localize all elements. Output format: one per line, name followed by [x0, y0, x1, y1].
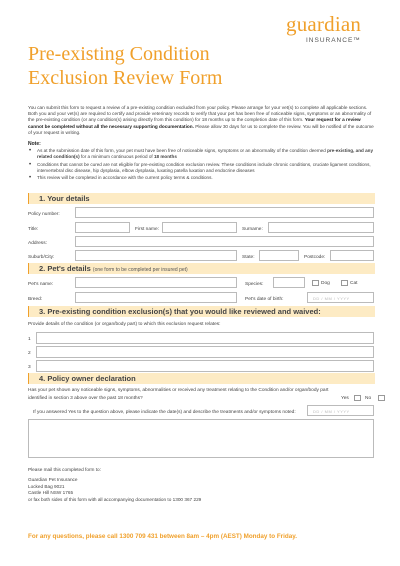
notes-list — [28, 148, 374, 183]
section-2-header — [28, 263, 375, 274]
condition-row-number-1: 1 — [28, 337, 31, 342]
species-field[interactable] — [273, 277, 305, 288]
first-name-label: First name: — [135, 227, 159, 232]
condition-row-number-3: 3 — [28, 365, 31, 370]
section-4-header — [28, 373, 375, 384]
condition-instruction: Provide details of the condition (or organ/body part) to which this exclusion request relates: — [28, 322, 221, 327]
intro-text-1: You can submit this form to request a review of a pre-existing condition excluded from your policy. Please arrange for your vet(s) to complete all applicable sections. Both you and your vet(s) are required to certify and provide veterinary records to verify that your pet has been free of noticeable signs, symptoms or an abnormality of the pre-existing condition (or any condition(s) arising directly from this condition) for 18 months up to the completion date of this form. — [28, 105, 372, 123]
pet-name-field[interactable] — [75, 277, 237, 288]
title-line-1: Pre-existing Condition — [28, 43, 210, 65]
surname-field[interactable] — [268, 222, 374, 233]
treatment-date-field[interactable] — [307, 405, 374, 416]
section-1-heading: 1. Your details — [39, 194, 90, 203]
policy-number-field[interactable] — [75, 207, 374, 218]
yes-label: Yes — [341, 396, 349, 401]
dob-date-hint: DD / MM / YYYY — [313, 296, 350, 301]
intro-bold-1: Your request for a review cannot be completed without all the necessary supporting documentation. — [28, 117, 361, 129]
suburb-label: Suburb/City: — [28, 255, 55, 260]
section-4-heading: 4. Policy owner declaration — [39, 374, 136, 383]
address-label: Address: — [28, 241, 47, 246]
followup-instruction: If you answered Yes to the question above, please indicate the date(s) and describe the treatments and/or symptoms noted: — [33, 410, 296, 415]
condition-row-number-2: 2 — [28, 351, 31, 356]
first-name-field[interactable] — [162, 222, 237, 233]
mailing-line-1: Guardian Pet Insurance — [28, 476, 78, 482]
section-3-header — [28, 306, 375, 317]
no-checkbox[interactable] — [378, 395, 385, 401]
address-field[interactable] — [75, 236, 374, 247]
breed-field[interactable] — [75, 292, 237, 303]
note-heading: Note: — [28, 141, 41, 147]
pet-name-label: Pet's name: — [28, 282, 54, 287]
note-item-1: • As at the submission date of this form, your pet must have been free of noticeable signs, symptoms or an abnormality of the condition deemed pre-existing, and any related condition(s) for a minimum continuous period of 18 months — [28, 148, 374, 160]
section-1-header — [28, 193, 375, 204]
title-line-2: Exclusion Review Form — [28, 67, 223, 89]
policy-number-label: Policy number: — [28, 212, 60, 217]
dog-checkbox[interactable] — [312, 280, 319, 286]
cat-label: Cat — [350, 281, 358, 286]
section-3-heading: 3. Pre-existing condition exclusion(s) that you would like reviewed and waived: — [39, 307, 321, 316]
postcode-label: Postcode: — [304, 255, 326, 260]
title-label: Title: — [28, 227, 39, 232]
treatment-date-hint: DD / MM / YYYY — [313, 409, 350, 414]
condition-field-2[interactable] — [36, 346, 374, 358]
cat-checkbox[interactable] — [341, 280, 348, 286]
section-2-heading: 2. Pet's details (one form to be completed per insured pet) — [39, 264, 188, 273]
contact-footer: For any questions, please call 1300 709 431 between 8am – 4pm (AEST) Monday to Friday. — [28, 533, 297, 540]
condition-field-1[interactable] — [36, 332, 374, 344]
condition-field-3[interactable] — [36, 360, 374, 372]
declaration-question-line-1: Has your pet shown any noticeable signs, symptoms, abnormalities or received any treatment relating to the Condition and/or organ/body part — [28, 388, 329, 393]
intro-text-2: Please allow 30 days for us to complete the review. You will be notified of the outcome of your request in writing. — [28, 123, 374, 135]
mailing-line-3: Castle Hill NSW 1765 — [28, 490, 74, 496]
breed-label: Breed: — [28, 297, 43, 302]
treatment-details-field[interactable] — [28, 419, 374, 458]
brand-name: guardian — [286, 12, 362, 36]
mailing-info — [28, 467, 201, 504]
declaration-question-line-2: identified in section 3 above over the past 18 months? — [28, 396, 143, 401]
postcode-field[interactable] — [330, 250, 374, 261]
mailing-line-2: Locked Bag 9021 — [28, 483, 65, 489]
title-field[interactable] — [75, 222, 130, 233]
page-title — [28, 42, 222, 90]
mailing-line-4: or fax both sides of this form with all accompanying documentation to 1300 367 229 — [28, 497, 202, 503]
suburb-field[interactable] — [75, 250, 237, 261]
no-label: No — [365, 396, 372, 401]
note-item-2: • Conditions that cannot be cured are not eligible for pre-existing condition exclusion review. These conditions include chronic conditions, cruciate ligament conditions, intervertebral disc disease, hip dysplasia, elbow dysplasia, luxating patella luxation and endocrine diseases — [28, 162, 374, 174]
species-label: Species: — [245, 282, 264, 287]
brand-logo — [280, 12, 380, 46]
dob-label: Pet's date of birth: — [245, 297, 284, 302]
mailing-intro: Please mail this completed form to: — [28, 467, 101, 472]
state-field[interactable] — [259, 250, 299, 261]
brand-subtitle: INSURANCE™ — [306, 37, 361, 44]
surname-label: Surname: — [242, 227, 263, 232]
yes-checkbox[interactable] — [354, 395, 361, 401]
dog-label: Dog — [321, 281, 330, 286]
state-label: State: — [242, 255, 255, 260]
dob-field[interactable] — [307, 292, 374, 303]
note-item-3: • This review will be completed in accordance with the current policy terms & conditions. — [28, 175, 374, 181]
intro-paragraph — [28, 105, 374, 136]
